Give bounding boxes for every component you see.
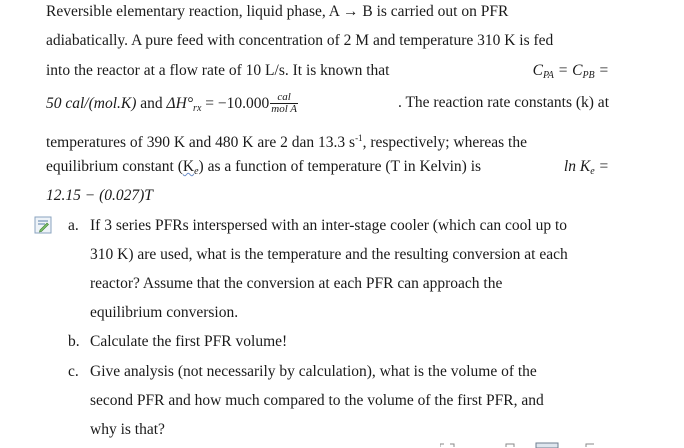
question-a-line-4: equilibrium conversion. [90,304,239,321]
paragraph-line-5: temperatures of 390 K and 480 K are 2 dan 13.3 $s^{-1}$, respectively; whereas the [46,133,527,151]
question-b-line-1: Calculate the first PFR volume! [90,333,288,350]
question-c-line-1: Give analysis (not necessarily by calculation), what is the volume of the [90,363,537,380]
units-fraction: $\frac{\text{cal}}{\text{mol A}}$ [271,91,298,115]
question-b-marker: b. [68,333,80,350]
question-c-marker: c. [68,363,79,380]
line4-text: . The reaction rate constants (k) at [397,94,609,111]
question-a-line-3: reactor? Assume that the conversion at each PFR can approach the [90,275,503,292]
paragraph-line-4 [46,93,609,119]
paragraph-line-1: Reversible elementary reaction, liquid phase, A → B is carried out on PFR [46,3,509,20]
heat-capacity-equation: $C_{PA} = C_{PB}$ = [532,62,609,81]
question-c-line-3: why is that? [90,421,165,438]
paragraph-line-6 [46,157,609,182]
question-a-line-1: If 3 series PFRs interspersed with an inter-stage cooler (which can cool up to [90,217,568,234]
equilibrium-equation: $\ln K_e$ = [563,158,609,177]
paragraph-line-7: 12.15 − (0.027)T [46,187,153,204]
edit-note-icon[interactable] [34,216,52,234]
question-c-line-2: second PFR and how much compared to the volume of the first PFR, and [90,392,544,409]
question-a-marker: a. [68,217,79,234]
enthalpy-expression: 50 cal/(mol.K) and $\Delta H^\circ_{rx} = -10.000$ $\frac{\text{cal}}{\text{mol A}}$ [46,91,298,115]
line3-text: into the reactor at a flow rate of 10 L/s. It is known that [46,62,390,79]
cropped-toolbar-fragment [440,441,600,448]
line6-text: equilibrium constant $(K_e)$ as a function of temperature (T in Kelvin) is [46,158,482,177]
paragraph-line-3 [46,61,609,86]
question-a-line-2: 310 K) are used, what is the temperature and the resulting conversion at each [90,246,568,263]
paragraph-line-2: adiabatically. A pure feed with concentration of 2 M and temperature 310 K is fed [46,32,554,49]
